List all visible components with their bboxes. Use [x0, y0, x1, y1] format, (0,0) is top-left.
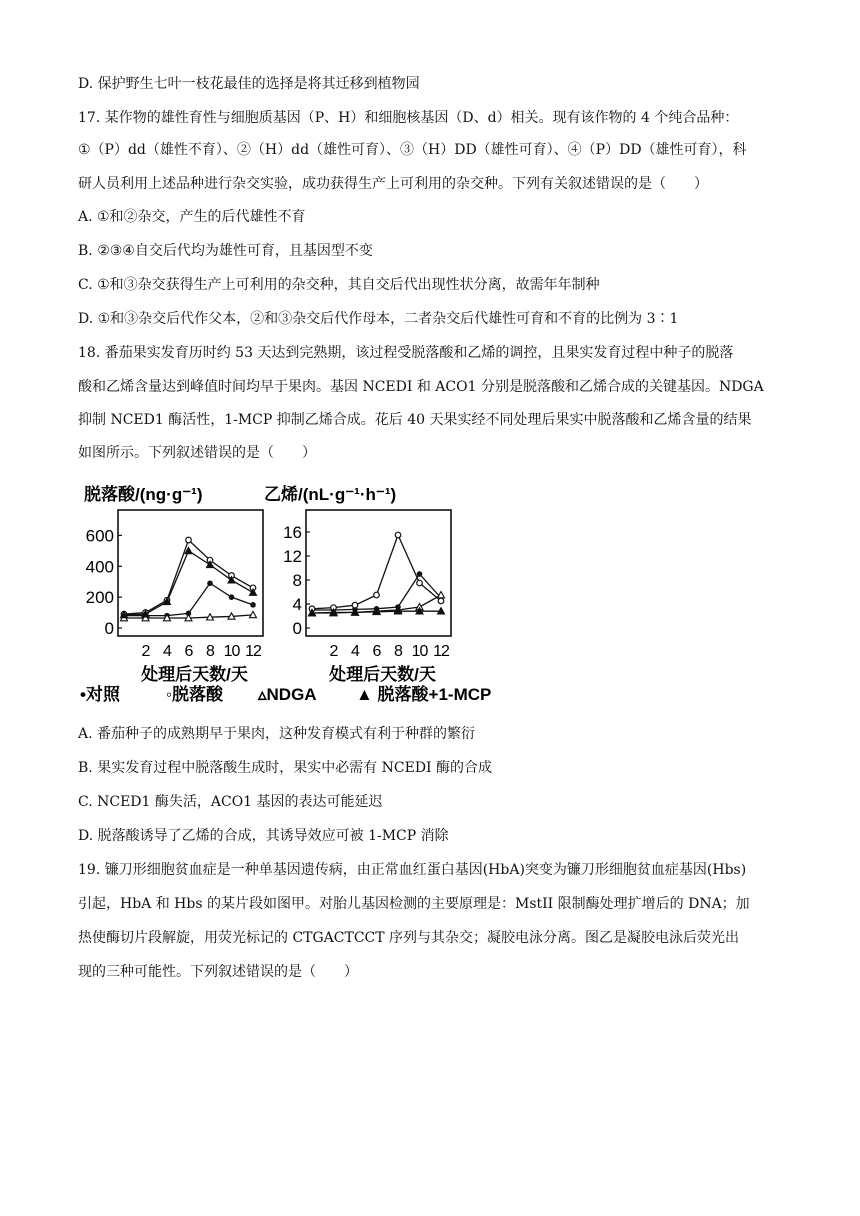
data-point [374, 592, 380, 598]
y-tick-label: 0 [292, 619, 302, 638]
legend-item: ◦脱落酸 [166, 685, 224, 704]
data-point [207, 580, 213, 586]
q17-stem: ①（P）dd（雄性不育）、②（H）dd（雄性可育）、③（H）DD（雄性可育）、④（P）DD（雄性可育），科 [78, 142, 747, 158]
y-tick-label: 0 [104, 619, 114, 638]
q17-option-d: D. ①和③杂交后代作父本，②和③杂交后代作母本，二者杂交后代雄性可育和不育的比例为 3∶1 [78, 311, 679, 327]
y-tick-label: 600 [85, 526, 114, 546]
x-tick-label: 6 [184, 643, 193, 660]
data-point [229, 594, 235, 600]
y-tick-label: 16 [283, 523, 302, 542]
x-tick-label: 2 [329, 643, 338, 660]
q18-stem: 如图所示。下列叙述错误的是（ ） [78, 445, 316, 461]
data-point [417, 580, 423, 586]
q17-option-a: A. ①和②杂交，产生的后代雄性不育 [78, 209, 306, 225]
y-tick-label: 200 [85, 588, 114, 608]
legend-item: ▵NDGA [258, 685, 317, 704]
x-tick-label: 10 [411, 643, 428, 660]
q17-option-b: B. ②③④自交后代均为雄性可育，且基因型不变 [78, 243, 373, 259]
y-tick-label: 12 [283, 547, 302, 566]
data-point [417, 571, 423, 577]
x-tick-label: 8 [206, 643, 214, 660]
chart-ylabel: 乙烯/(nL·g⁻¹·h⁻¹) [264, 485, 397, 504]
data-point [250, 602, 256, 608]
data-point [395, 532, 401, 538]
x-tick-label: 6 [372, 643, 381, 660]
x-tick-label: 12 [245, 643, 261, 660]
q18-figure [78, 478, 498, 708]
chart-xlabel: 处理后天数/天 [141, 665, 248, 684]
x-tick-label: 4 [163, 643, 171, 660]
x-tick-label: 8 [394, 643, 402, 660]
q19-stem: 热使酶切片段解旋，用荧光标记的 CTGACTCCT 序列与其杂交；凝胶电泳分离。图乙是凝胶电泳后荧光出 [78, 930, 740, 946]
x-tick-label: 10 [223, 643, 240, 660]
y-tick-label: 400 [85, 557, 114, 577]
x-tick-label: 2 [141, 643, 150, 660]
q18-stem: 抑制 NCED1 酶活性，1-MCP 抑制乙烯合成。花后 40 天果实经不同处理后果实中脱落酸和乙烯含量的结果 [78, 412, 752, 428]
x-tick-label: 4 [351, 643, 359, 660]
y-tick-label: 8 [292, 571, 302, 590]
chart-ylabel: 脱落酸/(ng·g⁻¹) [84, 485, 203, 504]
q17-stem: 17. 某作物的雄性育性与细胞质基因（P、H）和细胞核基因（D、d）相关。现有该作物的 4 个纯合品种： [78, 110, 739, 126]
legend-item: ▲ 脱落酸+1-MCP [356, 685, 492, 704]
x-tick-label: 12 [433, 643, 449, 660]
q18-option-b: B. 果实发育过程中脱落酸生成时，果实中必需有 NCEDI 酶的合成 [78, 760, 493, 776]
q18-option-a: A. 番茄种子的成熟期早于果肉，这种发育模式有利于种群的繁衍 [78, 726, 476, 742]
q16-option-d: D. 保护野生七叶一枝花最佳的选择是将其迁移到植物园 [78, 76, 420, 92]
q19-stem: 19. 镰刀形细胞贫血症是一种单基因遗传病，由正常血红蛋白基因(HbA)突变为镰刀形细胞贫血症基因(Hbs) [78, 862, 747, 878]
data-point [352, 602, 358, 608]
q17-option-c: C. ①和③杂交获得生产上可利用的杂交种，其自交后代出现性状分离，故需年年制种 [78, 277, 600, 293]
q17-stem: 研人员利用上述品种进行杂交实验，成功获得生产上可利用的杂交种。下列有关叙述错误的是（ ） [78, 176, 708, 192]
chart-frame [306, 510, 451, 636]
q19-stem: 引起，HbA 和 Hbs 的某片段如图甲。对胎儿基因检测的主要原理是：MstII 限制酶处理扩增后的 DNA；加 [78, 896, 750, 912]
legend-item: •对照 [80, 685, 120, 704]
q18-option-d: D. 脱落酸诱导了乙烯的合成，其诱导效应可被 1-MCP 消除 [78, 828, 449, 844]
q18-option-c: C. NCED1 酶失活，ACO1 基因的表达可能延迟 [78, 794, 383, 810]
y-tick-label: 4 [292, 595, 302, 614]
q19-stem: 现的三种可能性。下列叙述错误的是（ ） [78, 964, 358, 980]
q18-stem: 酸和乙烯含量达到峰值时间均早于果肉。基因 NCEDI 和 ACO1 分别是脱落酸和乙烯合成的关键基因。NDGA [78, 379, 764, 395]
data-point [438, 598, 444, 604]
data-point [186, 537, 192, 543]
chart-xlabel: 处理后天数/天 [329, 665, 436, 684]
q18-stem: 18. 番茄果实发育历时约 53 天达到完熟期，该过程受脱落酸和乙烯的调控，且果实发育过程中种子的脱落 [78, 345, 734, 361]
